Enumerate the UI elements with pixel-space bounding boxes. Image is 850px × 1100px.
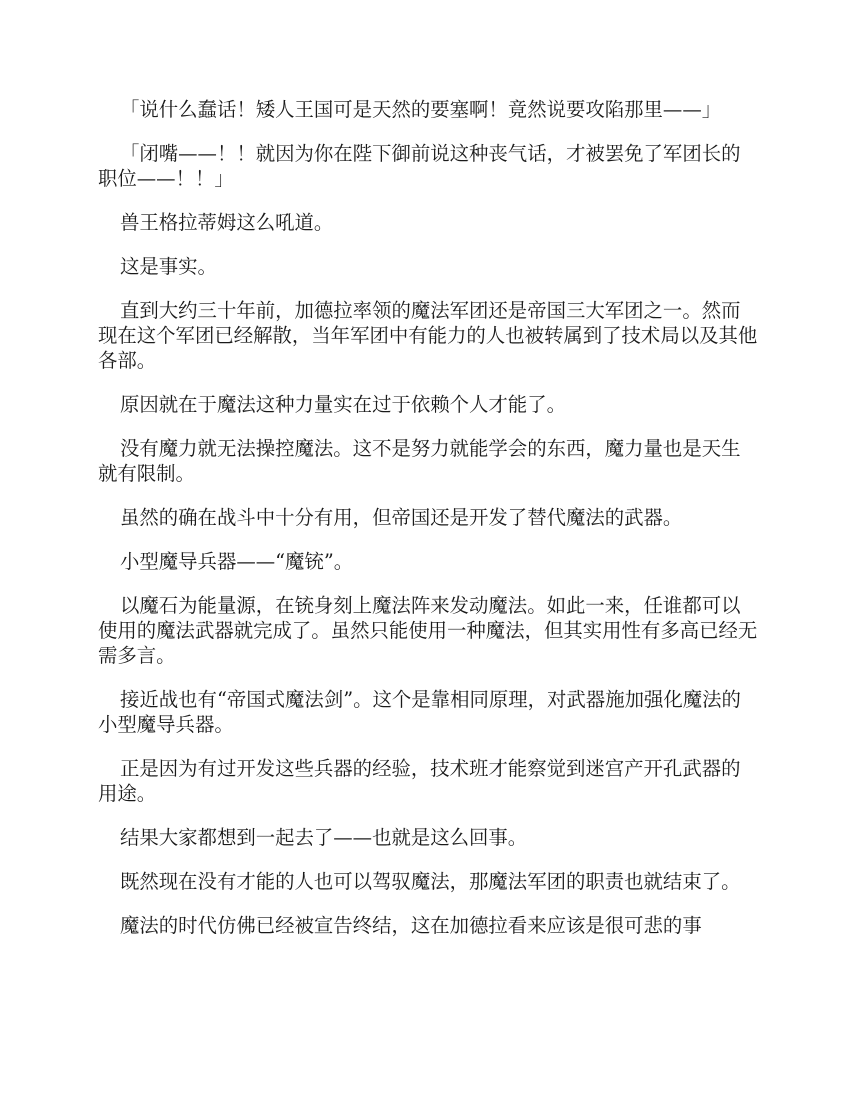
paragraph-8: 虽然的确在战斗中十分有用，但帝国还是开发了替代魔法的武器。: [120, 506, 683, 529]
paragraph-7: 没有魔力就无法操控魔法。这不是努力就能学会的东西，魔力量也是天生就有限制。: [98, 437, 741, 485]
paragraph-4: 这是事实。: [120, 255, 217, 278]
body-text: [98, 97, 758, 957]
paragraph-12: 正是因为有过开发这些兵器的经验，技术班才能察觉到迷宫产开孔武器的用途。: [98, 757, 741, 805]
paragraph-13: 结果大家都想到一起去了——也就是这么回事。: [120, 826, 528, 849]
paragraph-15: 魔法的时代仿佛已经被宣告终结，这在加德拉看来应该是很可悲的事: [120, 914, 702, 937]
paragraph-5: 直到大约三十年前，加德拉率领的魔法军团还是帝国三大军团之一。然而现在这个军团已经解散，当年军团中有能力的人也被转属到了技术局以及其他各部。: [98, 299, 758, 372]
paragraph-14: 既然现在没有才能的人也可以驾驭魔法，那魔法军团的职责也就结束了。: [120, 870, 741, 893]
paragraph-3: 兽王格拉蒂姆这么吼道。: [120, 211, 334, 234]
paragraph-1: 「说什么蠢话！矮人王国可是天然的要塞啊！竟然说要攻陷那里——」: [120, 98, 722, 121]
paragraph-9: 小型魔导兵器——“魔铳”。: [120, 550, 354, 573]
paragraph-10: 以魔石为能量源，在铳身刻上魔法阵来发动魔法。如此一来，任谁都可以使用的魔法武器就完成了。虽然只能使用一种魔法，但其实用性有多高已经无需多言。: [98, 594, 758, 667]
paragraph-11: 接近战也有“帝国式魔法剑”。这个是靠相同原理，对武器施加强化魔法的小型魔导兵器。: [98, 688, 741, 736]
paragraph-2: 「闭嘴——！！就因为你在陛下御前说这种丧气话，才被罢免了军团长的职位——！！」: [98, 142, 741, 190]
paragraph-6: 原因就在于魔法这种力量实在过于依赖个人才能了。: [120, 393, 566, 416]
